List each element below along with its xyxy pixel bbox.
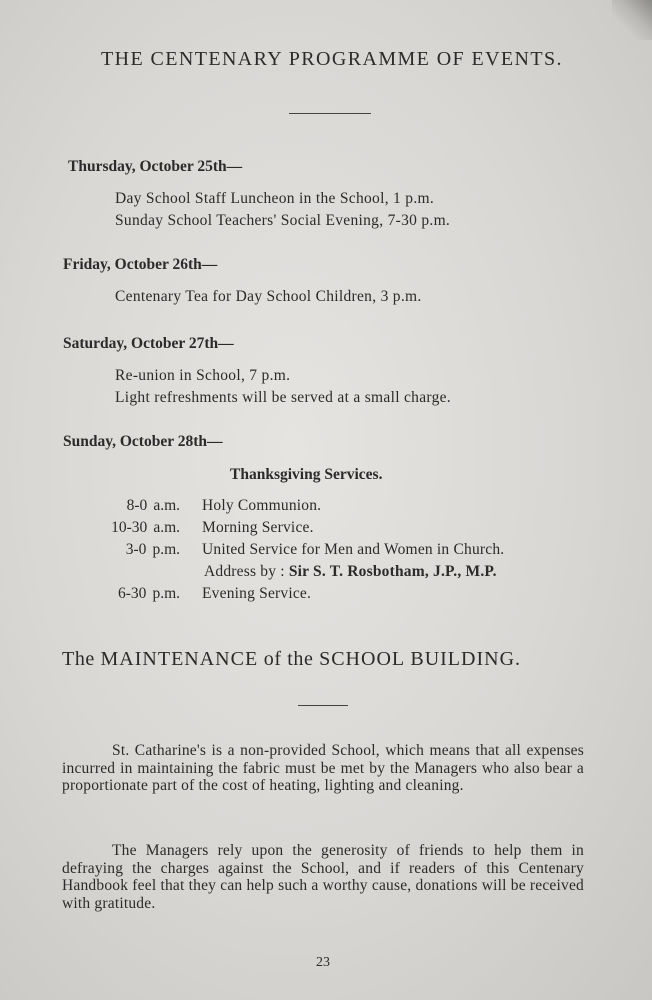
page-title: THE CENTENARY PROGRAMME OF EVENTS.: [101, 48, 563, 70]
service-time: 6-30 p.m.: [118, 585, 180, 602]
paragraph: St. Catharine's is a non-provided School, which means that all expenses incurred in maintaining the fabric must be met by the Managers who also bear a proportionate part of the cost of heating, lighting and cleaning.: [62, 742, 584, 794]
page-number: 23: [316, 955, 330, 970]
title-divider: [289, 113, 371, 114]
event-line: Centenary Tea for Day School Children, 3 p.m.: [115, 288, 422, 305]
services-title: Thanksgiving Services.: [230, 466, 383, 483]
service-time: 3-0 p.m.: [125, 541, 180, 558]
day-heading-saturday: Saturday, October 27th—: [63, 335, 234, 352]
day-heading-thursday: Thursday, October 25th—: [68, 158, 243, 175]
service-event: United Service for Men and Women in Church.: [202, 541, 505, 558]
page-corner-shadow: [612, 0, 652, 40]
service-event: Evening Service.: [202, 585, 312, 602]
service-address: Address by : Sir S. T. Rosbotham, J.P., M.P.: [204, 563, 497, 580]
day-heading-friday: Friday, October 26th—: [63, 256, 218, 273]
speaker-name: Sir S. T. Rosbotham, J.P., M.P.: [288, 563, 497, 580]
event-line: Light refreshments will be served at a small charge.: [115, 389, 451, 406]
section-divider: [298, 705, 348, 706]
service-event: Morning Service.: [202, 519, 314, 536]
event-line: Re-union in School, 7 p.m.: [115, 367, 291, 384]
section-heading-maintenance: The MAINTENANCE of the SCHOOL BUILDING.: [62, 648, 522, 670]
event-line: Day School Staff Luncheon in the School, 1 p.m.: [115, 190, 435, 207]
service-event: Holy Communion.: [202, 497, 322, 514]
event-line: Sunday School Teachers' Social Evening, 7-30 p.m.: [115, 212, 451, 229]
service-time: 8-0 a.m.: [126, 497, 180, 514]
paragraph: The Managers rely upon the generosity of friends to help them in defraying the charges against the School, and if readers of this Centenary Handbook feel that they can help such a worthy cause, donations will be received with gratitude.: [62, 842, 584, 912]
service-time: 10-30 a.m.: [111, 519, 180, 536]
day-heading-sunday: Sunday, October 28th—: [63, 433, 223, 450]
